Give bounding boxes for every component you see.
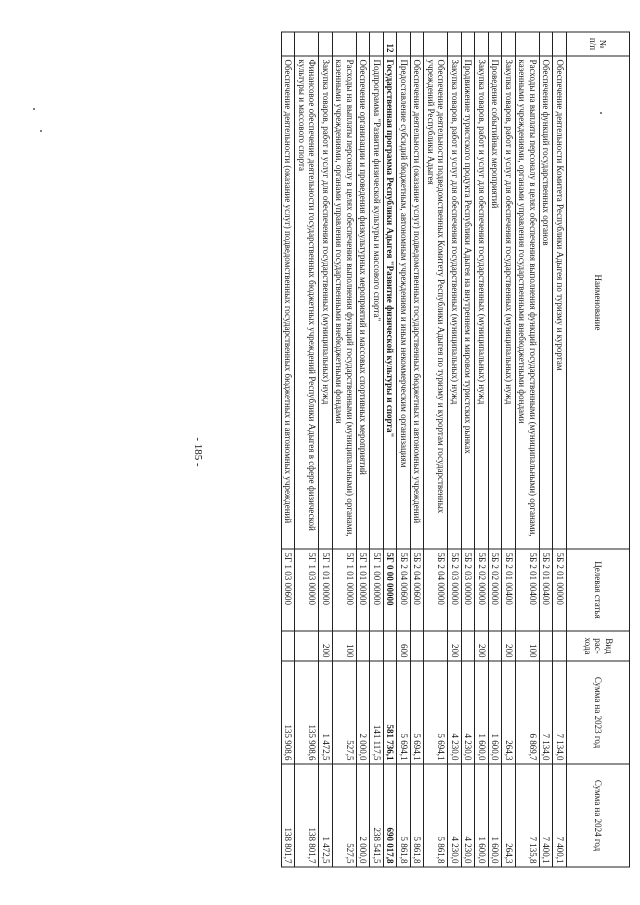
row-expense-kind-cell bbox=[553, 631, 567, 661]
row-num-cell bbox=[424, 32, 448, 56]
row-expense-kind-cell: 600 bbox=[397, 631, 411, 661]
row-name-cell: Закупка товаров, работ и услуг для обеспечения государственных (муниципальных) нужд bbox=[475, 56, 489, 549]
row-target-code-cell: 5Г 1 01 00000 bbox=[319, 549, 333, 631]
row-num-cell bbox=[411, 32, 425, 56]
row-expense-kind-cell bbox=[424, 631, 448, 661]
table-row bbox=[357, 32, 371, 867]
table-row bbox=[502, 32, 516, 867]
row-sum-2023-cell: 141 117,5 bbox=[370, 661, 384, 764]
row-sum-2024-cell: 138 801,7 bbox=[295, 764, 319, 867]
row-expense-kind-cell: 200 bbox=[448, 631, 462, 661]
row-expense-kind-cell bbox=[540, 631, 554, 661]
row-sum-2023-cell: 1 600,0 bbox=[475, 661, 489, 764]
row-expense-kind-cell bbox=[370, 631, 384, 661]
row-name-cell: Государственная программа Республики Адыгея "Развитие физической культуры и спорта" bbox=[384, 56, 398, 549]
row-num-cell bbox=[553, 32, 567, 56]
page-number: - 185 - bbox=[192, 437, 204, 467]
row-expense-kind-cell bbox=[489, 631, 503, 661]
row-target-code-cell: 5Г 1 01 00000 bbox=[357, 549, 371, 631]
header-sum-2024: Сумма на 2024 год bbox=[567, 764, 630, 867]
row-num-cell: 12 bbox=[384, 32, 398, 56]
row-sum-2023-cell: 6 869,7 bbox=[516, 661, 540, 764]
row-name-cell: Расходы на выплаты персоналу в целях обеспечения выполнения функций государственными (муниципальными) органами, казенными учреждениями, органами управления государственными внебюджетными фондами bbox=[333, 56, 357, 549]
row-target-code-cell: 5Б 2 04 00600 bbox=[411, 549, 425, 631]
row-name-cell: Финансовое обеспечение деятельности государственных бюджетных учреждений Республики Адыгея в сфере физической культуры и массового спорта bbox=[295, 56, 319, 549]
row-sum-2023-cell: 5 694,1 bbox=[411, 661, 425, 764]
budget-table bbox=[281, 32, 630, 868]
row-expense-kind-cell bbox=[282, 631, 296, 661]
row-num-cell bbox=[489, 32, 503, 56]
row-name-cell: Предоставление субсидий бюджетным, автономным учреждениям и иным некоммерческим организациям bbox=[397, 56, 411, 549]
row-target-code-cell: 5Б 2 01 00000 bbox=[553, 549, 567, 631]
row-sum-2024-cell: 1 600,0 bbox=[475, 764, 489, 867]
row-target-code-cell: 5Б 2 02 00000 bbox=[475, 549, 489, 631]
row-num-cell bbox=[540, 32, 554, 56]
rotated-page-content bbox=[110, 32, 630, 867]
row-sum-2024-cell: 2 000,0 bbox=[357, 764, 371, 867]
row-name-cell: Обеспечение деятельности Комитета Республики Адыгея по туризму и курортам bbox=[553, 56, 567, 549]
row-num-cell bbox=[319, 32, 333, 56]
row-target-code-cell: 5Б 2 04 00000 bbox=[424, 549, 448, 631]
row-expense-kind-cell bbox=[411, 631, 425, 661]
row-sum-2023-cell: 5 694,1 bbox=[424, 661, 448, 764]
row-name-cell: Обеспечение деятельности подведомственных Комитету Республики Адыгея по туризму и курортам государственных учреждений Республики Адыгея bbox=[424, 56, 448, 549]
row-expense-kind-cell: 200 bbox=[319, 631, 333, 661]
row-target-code-cell: 5Г 1 00 00000 bbox=[370, 549, 384, 631]
table-header-row bbox=[567, 32, 630, 867]
header-target: Целевая статья bbox=[567, 549, 630, 631]
row-name-cell: Подпрограмма "Развитие физической культуры и массового спорта" bbox=[370, 56, 384, 549]
table-row bbox=[553, 32, 567, 867]
row-sum-2023-cell: 135 908,6 bbox=[282, 661, 296, 764]
row-sum-2023-cell: 1 472,5 bbox=[319, 661, 333, 764]
row-sum-2024-cell: 238 541,5 bbox=[370, 764, 384, 867]
row-name-cell: Обеспечение функций государственных органов bbox=[540, 56, 554, 549]
row-sum-2024-cell: 5 861,8 bbox=[424, 764, 448, 867]
row-expense-kind-cell: 100 bbox=[333, 631, 357, 661]
row-num-cell bbox=[448, 32, 462, 56]
row-expense-kind-cell bbox=[462, 631, 476, 661]
table-body bbox=[282, 32, 567, 867]
table-row bbox=[397, 32, 411, 867]
table-row bbox=[411, 32, 425, 867]
scan-speck bbox=[40, 130, 42, 132]
row-name-cell: Проведение событийных мероприятий bbox=[489, 56, 503, 549]
row-sum-2023-cell: 4 230,0 bbox=[462, 661, 476, 764]
row-sum-2023-cell: 135 908,6 bbox=[295, 661, 319, 764]
table-row bbox=[319, 32, 333, 867]
row-sum-2024-cell: 4 230,0 bbox=[448, 764, 462, 867]
table-row bbox=[540, 32, 554, 867]
row-sum-2024-cell: 7 400,1 bbox=[553, 764, 567, 867]
row-target-code-cell: 5Б 2 04 00600 bbox=[397, 549, 411, 631]
row-sum-2023-cell: 7 134,0 bbox=[553, 661, 567, 764]
row-sum-2024-cell: 138 801,7 bbox=[282, 764, 296, 867]
header-sum-2023: Сумма на 2023 год bbox=[567, 661, 630, 764]
row-target-code-cell: 5Б 2 01 00400 bbox=[540, 549, 554, 631]
row-name-cell: Расходы на выплаты персоналу в целях обеспечения выполнения функций государственными (муниципальными) органами, казенными учреждениями, органами управления государственными внебюджетными фондами bbox=[516, 56, 540, 549]
scan-speck bbox=[33, 108, 35, 110]
row-target-code-cell: 5Б 2 02 00000 bbox=[489, 549, 503, 631]
row-num-cell bbox=[295, 32, 319, 56]
row-name-cell: Обеспечение деятельности (оказание услуг) подведомственных государственных бюджетных и автономных учреждений bbox=[411, 56, 425, 549]
table-row bbox=[333, 32, 357, 867]
row-name-cell: Обеспечение организации и проведения физкультурных мероприятий и массовых спортивных мероприятий bbox=[357, 56, 371, 549]
table-row bbox=[384, 32, 398, 867]
row-sum-2024-cell: 1 600,0 bbox=[489, 764, 503, 867]
row-expense-kind-cell bbox=[384, 631, 398, 661]
row-name-cell: Продвижение туристского продукта Республики Адыгея на внутреннем и мировом туристских рынках bbox=[462, 56, 476, 549]
row-sum-2024-cell: 4 230,0 bbox=[462, 764, 476, 867]
header-num: № п/п bbox=[567, 32, 630, 56]
row-expense-kind-cell bbox=[295, 631, 319, 661]
row-expense-kind-cell: 200 bbox=[502, 631, 516, 661]
row-sum-2023-cell: 7 134,0 bbox=[540, 661, 554, 764]
row-num-cell bbox=[333, 32, 357, 56]
header-kind: Вид рас-хода bbox=[567, 631, 630, 661]
row-num-cell bbox=[502, 32, 516, 56]
row-target-code-cell: 5Б 2 03 00000 bbox=[462, 549, 476, 631]
table-row bbox=[424, 32, 448, 867]
row-target-code-cell: 5Г 1 03 00000 bbox=[295, 549, 319, 631]
row-sum-2024-cell: 5 861,8 bbox=[411, 764, 425, 867]
row-num-cell bbox=[357, 32, 371, 56]
row-target-code-cell: 5Г 1 01 00000 bbox=[333, 549, 357, 631]
row-target-code-cell: 5Б 2 01 00400 bbox=[502, 549, 516, 631]
row-num-cell bbox=[462, 32, 476, 56]
table-row bbox=[489, 32, 503, 867]
row-num-cell bbox=[397, 32, 411, 56]
table-row bbox=[448, 32, 462, 867]
row-expense-kind-cell bbox=[357, 631, 371, 661]
row-sum-2023-cell: 4 230,0 bbox=[448, 661, 462, 764]
row-expense-kind-cell: 200 bbox=[475, 631, 489, 661]
row-sum-2024-cell: 1 472,5 bbox=[319, 764, 333, 867]
row-sum-2024-cell: 264,3 bbox=[502, 764, 516, 867]
row-num-cell bbox=[475, 32, 489, 56]
row-sum-2024-cell: 7 400,1 bbox=[540, 764, 554, 867]
row-sum-2023-cell: 5 694,1 bbox=[397, 661, 411, 764]
row-sum-2023-cell: 2 000,0 bbox=[357, 661, 371, 764]
row-target-code-cell: 5Б 2 01 00400 bbox=[516, 549, 540, 631]
table-row bbox=[462, 32, 476, 867]
table-row bbox=[282, 32, 296, 867]
row-sum-2023-cell: 1 600,0 bbox=[489, 661, 503, 764]
row-target-code-cell: 5Г 0 00 00000 bbox=[384, 549, 398, 631]
table-row bbox=[475, 32, 489, 867]
table-row bbox=[516, 32, 540, 867]
row-name-cell: Закупка товаров, работ и услуг для обеспечения государственных (муниципальных) нужд bbox=[448, 56, 462, 549]
row-sum-2024-cell: 690 017,8 bbox=[384, 764, 398, 867]
row-num-cell bbox=[282, 32, 296, 56]
row-sum-2023-cell: 527,5 bbox=[333, 661, 357, 764]
row-name-cell: Закупка товаров, работ и услуг для обеспечения государственных (муниципальных) нужд bbox=[502, 56, 516, 549]
row-num-cell bbox=[370, 32, 384, 56]
row-sum-2024-cell: 527,5 bbox=[333, 764, 357, 867]
row-target-code-cell: 5Г 1 03 00600 bbox=[282, 549, 296, 631]
row-sum-2024-cell: 7 135,8 bbox=[516, 764, 540, 867]
table-row bbox=[370, 32, 384, 867]
row-sum-2023-cell: 581 736,1 bbox=[384, 661, 398, 764]
row-sum-2024-cell: 5 861,8 bbox=[397, 764, 411, 867]
row-name-cell: Обеспечение деятельности (оказание услуг) подведомственных государственных бюджетных и автономных учреждений bbox=[282, 56, 296, 549]
row-sum-2023-cell: 264,3 bbox=[502, 661, 516, 764]
row-num-cell bbox=[516, 32, 540, 56]
table-row bbox=[295, 32, 319, 867]
header-name: Наименование bbox=[567, 56, 630, 549]
row-target-code-cell: 5Б 2 03 00000 bbox=[448, 549, 462, 631]
row-expense-kind-cell: 100 bbox=[516, 631, 540, 661]
row-name-cell: Закупка товаров, работ и услуг для обеспечения государственных (муниципальных) нужд bbox=[319, 56, 333, 549]
